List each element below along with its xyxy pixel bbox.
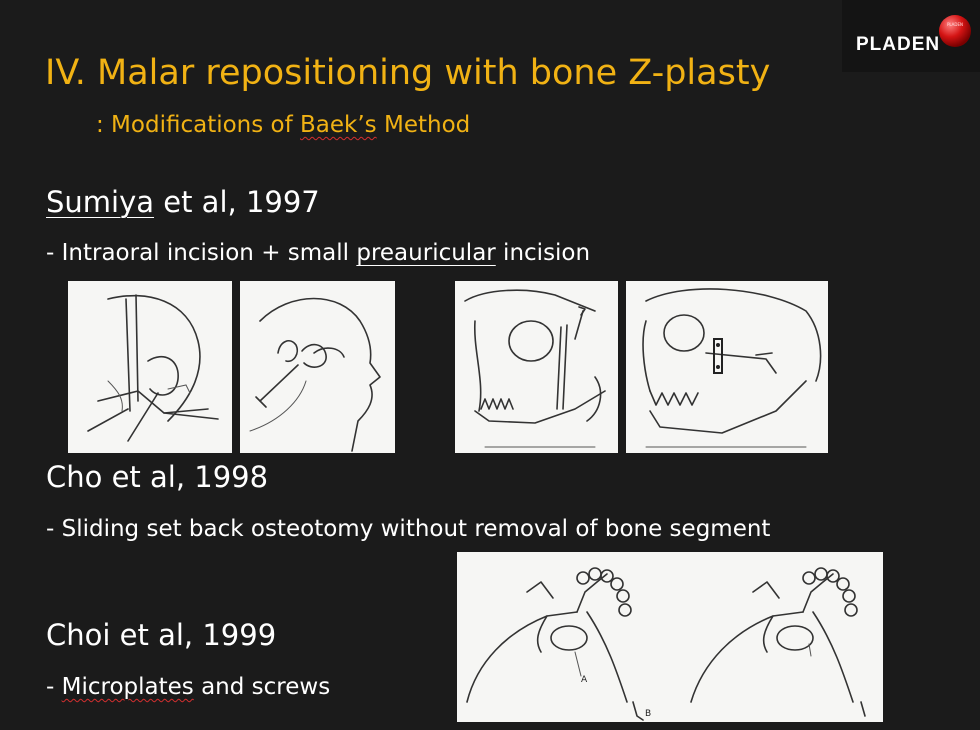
sumiya-heading: [46, 185, 320, 219]
figure-sliding-osteotomy-svg: [457, 552, 883, 722]
sumiya-author: Sumiya: [46, 185, 155, 219]
figure-intraoral-svg: [68, 281, 232, 453]
choi-bullet-c: and screws: [193, 674, 331, 700]
logo-ball-text: PLADEN: [946, 22, 964, 27]
logo-text: PLADEN: [856, 34, 941, 55]
subtitle-prefix: : Modifications of: [96, 112, 301, 138]
subtitle-suffix: Method: [376, 112, 471, 138]
slide-title-text: IV. Malar repositioning with bone Z-plasty: [45, 53, 771, 93]
choi-heading: Choi et al, 1999: [46, 618, 277, 652]
sumiya-bullet: [46, 240, 590, 266]
cho-bullet: - Sliding set back osteotomy without removal of bone segment: [46, 516, 771, 542]
figure-skull-frontal: [455, 281, 618, 453]
choi-bullet-b: Microplates: [61, 674, 194, 700]
figure-skull-lateral-plate: [626, 281, 828, 453]
slide-subtitle: [96, 112, 470, 138]
figure-skull-lateral-svg: [626, 281, 828, 453]
sumiya-bullet-b: preauricular: [356, 240, 496, 266]
sumiya-bullet-c: incision: [495, 240, 591, 266]
logo-ball-icon: [938, 14, 972, 48]
figure-intraoral-approach: [68, 281, 232, 453]
figure-skull-frontal-svg: [455, 281, 618, 453]
choi-bullet: [46, 674, 330, 700]
sumiya-bullet-a: - Intraoral incision + small: [46, 240, 357, 266]
choi-bullet-a: -: [46, 674, 62, 700]
sumiya-year: et al, 1997: [154, 185, 320, 219]
subtitle-name: Baek’s: [300, 112, 377, 138]
slide-title: [45, 53, 770, 93]
figure-preauricular-approach: [240, 281, 395, 453]
figure-label-b: B: [645, 709, 652, 719]
figure-sliding-osteotomy: [457, 552, 883, 722]
figure-label-a: A: [581, 675, 588, 685]
figure-preauricular-svg: [240, 281, 395, 453]
cho-heading: Cho et al, 1998: [46, 460, 269, 494]
